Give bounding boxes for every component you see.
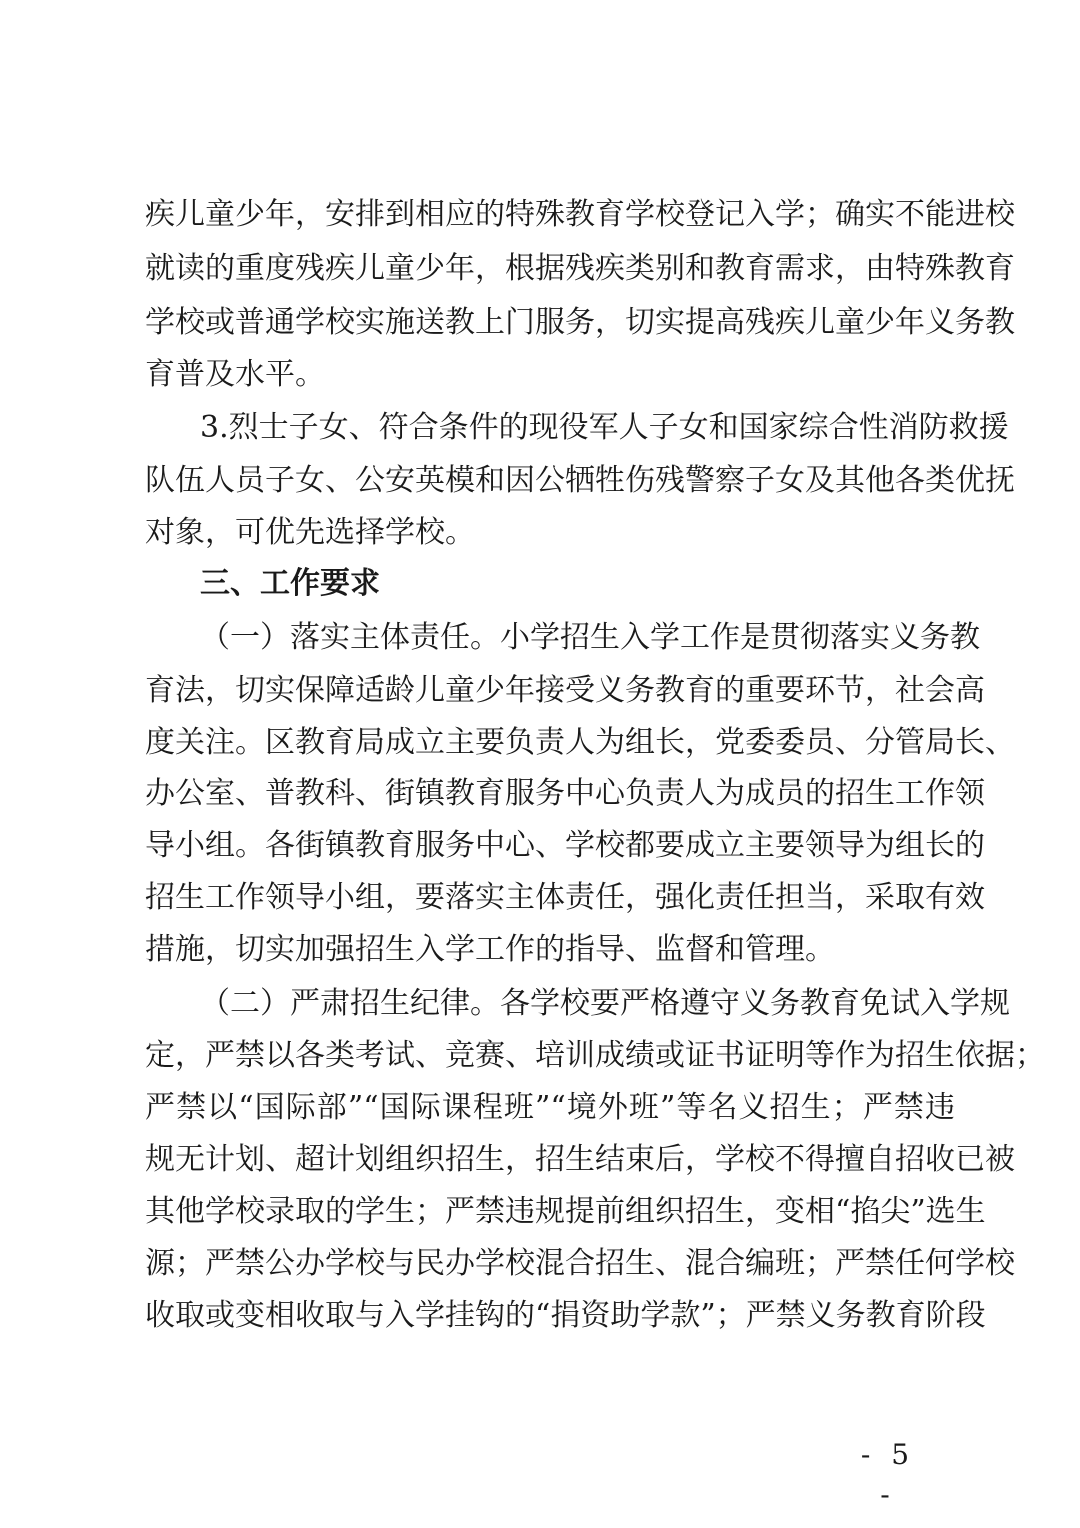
paragraph-3-line-2: 育法，切实保障适龄儿童少年接受义务教育的重要环节，社会高 [145,673,985,708]
paragraph-4-line-4: 规无计划、超计划组织招生，招生结束后，学校不得擅自招收已被 [145,1142,1015,1177]
paragraph-4-line-7: 收取或变相收取与入学挂钩的“捐资助学款”；严禁义务教育阶段 [145,1298,986,1333]
paragraph-2-line-1: 3.烈士子女、符合条件的现役军人子女和国家综合性消防救援 [200,410,1009,445]
paragraph-4-line-3: 严禁以“国际部”“国际课程班”“境外班”等名义招生；严禁违 [145,1090,955,1125]
paragraph-2-line-2: 队伍人员子女、公安英模和因公牺牲伤残警察子女及其他各类优抚 [145,463,1015,498]
paragraph-4-line-1: （二）严肃招生纪律。各学校要严格遵守义务教育免试入学规 [200,986,1010,1021]
paragraph-3-line-6: 招生工作领导小组，要落实主体责任，强化责任担当，采取有效 [145,880,985,915]
paragraph-2-line-3: 对象，可优先选择学校。 [145,515,475,550]
page-number: - 5 - [860,1438,916,1511]
paragraph-3-line-3: 度关注。区教育局成立主要负责人为组长，党委委员、分管局长、 [145,725,1015,760]
paragraph-4-line-2: 定，严禁以各类考试、竞赛、培训成绩或证书证明等作为招生依据； [145,1038,1045,1073]
section-heading: 三、工作要求 [200,566,380,601]
paragraph-3-line-7: 措施，切实加强招生入学工作的指导、监督和管理。 [145,932,835,967]
paragraph-3-line-5: 导小组。各街镇教育服务中心、学校都要成立主要领导为组长的 [145,828,985,863]
paragraph-1-line-3: 学校或普通学校实施送教上门服务，切实提高残疾儿童少年义务教 [145,305,1015,340]
paragraph-3-line-1: （一）落实主体责任。小学招生入学工作是贯彻落实义务教 [200,620,980,655]
paragraph-1-line-2: 就读的重度残疾儿童少年，根据残疾类别和教育需求，由特殊教育 [145,251,1015,286]
paragraph-3-line-4: 办公室、普教科、街镇教育服务中心负责人为成员的招生工作领 [145,776,985,811]
paragraph-1-line-1: 疾儿童少年，安排到相应的特殊教育学校登记入学；确实不能进校 [145,197,1015,232]
paragraph-1-line-4: 育普及水平。 [145,357,325,392]
paragraph-4-line-6: 源；严禁公办学校与民办学校混合招生、混合编班；严禁任何学校 [145,1246,1015,1281]
paragraph-4-line-5: 其他学校录取的学生；严禁违规提前组织招生，变相“掐尖”选生 [145,1194,986,1229]
